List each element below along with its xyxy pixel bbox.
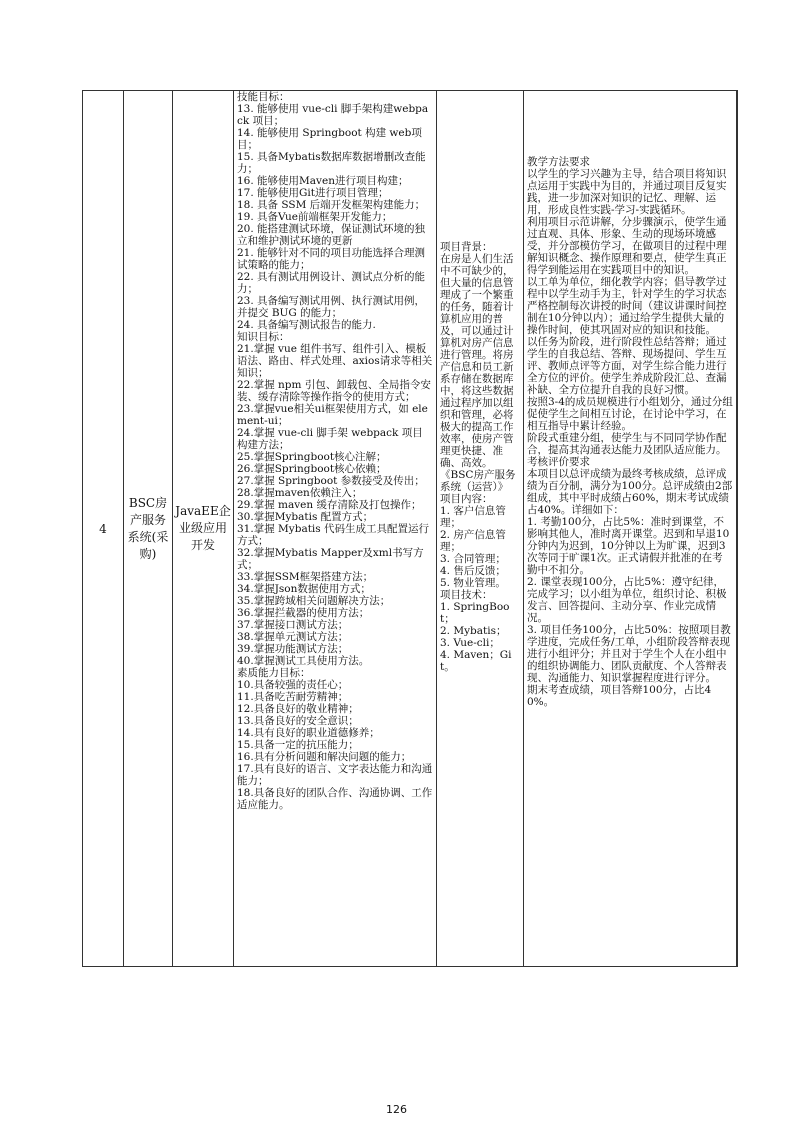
objective-line: 10.具备较强的责任心；: [237, 679, 349, 691]
objective-line: 14.具有良好的职业道德修养；: [237, 727, 380, 739]
curriculum-table: [82, 90, 738, 967]
objective-line: 26.掌握Springboot核心依赖；: [237, 463, 387, 475]
requirement-line: 期末考查成绩，项目答辩100分，占比40%。: [527, 684, 712, 708]
background-line: 1. SpringBoot；: [440, 601, 510, 625]
objective-line: 19. 具备Vue前端框架开发能力；: [237, 211, 393, 223]
objective-line: 24. 具备编写测试报告的能力.: [237, 319, 376, 331]
background-line: 2. 房产信息管理；: [440, 529, 506, 553]
objective-line: 34.掌握Json数据使用方式；: [237, 583, 371, 595]
objective-line: 22.掌握 npm 引包、卸载包、全局指令安装、缓存清除等操作指令的使用方式；: [237, 379, 431, 403]
requirement-line: 阶段式重建分组，使学生与不同同学协作配合，提高其沟通表达能力及团队适应能力。: [527, 432, 727, 456]
objective-line: 39.掌握功能测试方法；: [237, 643, 349, 655]
objective-line: 24.掌握 vue-cli 脚手架 webpack 项目构建方法；: [237, 427, 423, 451]
objective-line: 13. 能够使用 vue-cli 脚手架构建webpack 项目；: [237, 103, 429, 127]
objective-line: 38.掌握单元测试方法；: [237, 631, 349, 643]
objective-line: 35.掌握跨域相关问题解决方法；: [237, 595, 391, 607]
objective-line: 素质能力目标：: [237, 667, 311, 679]
objective-line: 11.具备吃苦耐劳精神；: [237, 691, 349, 703]
objective-line: 36.掌握拦截器的使用方法；: [237, 607, 370, 619]
objective-line: 17. 能够使用Git进行项目管理；: [237, 187, 389, 199]
objective-line: 29.掌握 maven 缓存清除及打包操作；: [237, 499, 422, 511]
project-name: BSC房产服务系统(采购): [127, 495, 169, 561]
requirement-line: 按照3-4的成员规模进行小组划分，通过分组促使学生之间相互讨论，在讨论中学习，在相互指导中累计经验。: [527, 396, 733, 432]
objective-line: 21. 能够针对不同的项目功能选择合理测试策略的能力；: [237, 247, 426, 271]
objective-line: 12.具备良好的敬业精神；: [237, 703, 359, 715]
objective-line: 13.具备良好的安全意识；: [237, 715, 359, 727]
objective-line: 知识目标：: [237, 331, 290, 343]
objective-line: 16.具有分析问题和解决问题的能力；: [237, 751, 412, 763]
objective-line: 18. 具备 SSM 后端开发框架构建能力；: [237, 199, 426, 211]
objective-line: 20. 能搭建测试环境，保证测试环境的独立和维护测试环境的更新: [237, 223, 426, 247]
row-number-cell: [83, 91, 124, 967]
objectives-list: [237, 91, 433, 811]
objective-line: 32.掌握Mybatis Mapper及xml书写方式；: [237, 547, 424, 571]
objective-line: 27.掌握 Springboot 参数接受及传出；: [237, 475, 425, 487]
objective-line: 16. 能够使用Maven进行项目构建；: [237, 175, 409, 187]
requirements-cell: [524, 91, 737, 967]
background-line: 2. Mybatis；: [440, 625, 507, 637]
empty-cell: [737, 91, 738, 967]
objective-line: 23. 具备编写测试用例、执行测试用例，并提交 BUG 的能力；: [237, 295, 426, 319]
objective-line: 28.掌握maven依赖注入；: [237, 487, 363, 499]
objective-line: 技能目标：: [237, 91, 290, 103]
requirement-line: 以任务为阶段，进行阶段性总结答辩；通过学生的自我总结、答辩、现场提问、学生互评、教师点评等方面，对学生综合能力进行全方位的评价。使学生养成阶段汇总、查漏补缺、全方位提升自我的良好习惯。: [527, 336, 727, 396]
course-name-cell: [173, 91, 234, 967]
objective-line: 22. 具有测试用例设计、测试点分析的能力；: [237, 271, 426, 295]
background-line: 项目技术：: [440, 589, 493, 601]
objective-line: 17.具有良好的语言、文字表达能力和沟通能力；: [237, 763, 433, 787]
requirement-line: 以工单为单位，细化教学内容；倡导教学过程中以学生动手为主，针对学生的学习状态严格控制每次讲授的时间（建议讲课时间控制在10分钟以内）；通过给学生提供大量的操作时间，使其巩固对应的知识和技能。: [527, 276, 727, 336]
requirement-line: 本项目以总评成绩为最终考核成绩，总评成绩为百分制，满分为100分。总评成绩由2部组成，其中平时成绩占60%，期末考试成绩占40%。详细如下：: [527, 468, 733, 516]
background-line: 5. 物业管理。: [440, 577, 506, 589]
requirement-line: 2. 课堂表现100分，占比5%：遵守纪律，完成学习；以小组为单位，组织讨论、积极发言、回答提问、主动分享、作业完成情况。: [527, 576, 727, 624]
objective-line: 37.掌握接口测试方法；: [237, 619, 349, 631]
background-list: [440, 241, 520, 673]
background-line: 1. 客户信息管理；: [440, 505, 506, 529]
objective-line: 18.具备良好的团队合作、沟通协调、工作适应能力。: [237, 787, 433, 811]
objective-line: 40.掌握测试工具使用方法。: [237, 655, 370, 667]
objectives-cell: [234, 91, 437, 967]
requirement-line: 3. 项目任务100分，占比50%：按照项目教学进度，完成任务/工单，小组阶段答辩表现进行小组评分；并且对于学生个人在小组中的组织协调能力、团队贡献度、个人答辩表现、沟通能力、知识掌握程度进行评分。: [527, 624, 731, 684]
background-cell: [437, 91, 524, 967]
requirement-line: 教学方法要求: [527, 156, 590, 168]
objective-line: 15. 具备Mybatis数据库数据增删改查能力；: [237, 151, 426, 175]
project-name-cell: [124, 91, 173, 967]
course-name: JavaEE企业级应用开发: [175, 504, 231, 552]
background-line: 在房是人们生活中不可缺少的，但大量的信息管理成了一个繁重的任务，随着计算机应用的普及，可以通过计算机对房产信息进行管理。将房产信息和员工新系存储在数据库中，将这些数据通过程序加以组织和管理，必将极大的提高工作效率，使房产管理更快捷、准确、高效。: [440, 253, 514, 469]
objective-line: 15.具备一定的抗压能力；: [237, 739, 359, 751]
background-line: 3. Vue-cli；: [440, 637, 500, 649]
objective-line: 21.掌握 vue 组件书写、组件引入、模板语法、路由、样式处理、axios请求等相关知识；: [237, 343, 433, 379]
background-line: 《BSC房产服务系统（运营）》: [440, 469, 516, 493]
row-number: 4: [99, 521, 107, 536]
requirement-line: 1. 考勤100分，占比5%：准时到课堂，不影响其他人，准时离开课堂。迟到和早退10分钟内为迟到，10分钟以上为旷课，迟到3次等同于旷课1次。正式请假并批准的在考勤中不扣分。: [527, 516, 730, 576]
background-line: 项目背景：: [440, 241, 493, 253]
background-line: 项目内容：: [440, 493, 493, 505]
table-row: [83, 91, 738, 967]
objective-line: 31.掌握 Mybatis 代码生成工具配置运行方式；: [237, 523, 430, 547]
page-number: 126: [386, 1103, 407, 1116]
objective-line: 30.掌握Mybatis 配置方式；: [237, 511, 374, 523]
requirements-list: [527, 156, 733, 708]
objective-line: 14. 能够使用 Springboot 构建 web项目；: [237, 127, 422, 151]
requirement-line: 考核评价要求: [527, 456, 590, 468]
requirement-line: 以学生的学习兴趣为主导，结合项目将知识点运用于实践中为目的，并通过项目反复实践，进一步加深对知识的记忆、理解、运用，形成良性实践-学习-实践循环。: [527, 168, 727, 216]
background-line: 3. 合同管理；: [440, 553, 506, 565]
objective-line: 33.掌握SSM框架搭建方法；: [237, 571, 374, 583]
requirement-line: 利用项目示范讲解，分步骤演示，使学生通过直观、具体、形象、生动的现场环境感受，并分部模仿学习，在做项目的过程中理解知识概念、操作原理和要点，使学生真正得学到能运用在实践项目中的知识。: [527, 216, 727, 276]
objective-line: 25.掌握Springboot核心注解；: [237, 451, 387, 463]
background-line: 4. 售后反馈；: [440, 565, 506, 577]
objective-line: 23.掌握vue相关ui框架使用方式，如 element-ui；: [237, 403, 428, 427]
background-line: 4. Maven；Git。: [440, 649, 512, 673]
